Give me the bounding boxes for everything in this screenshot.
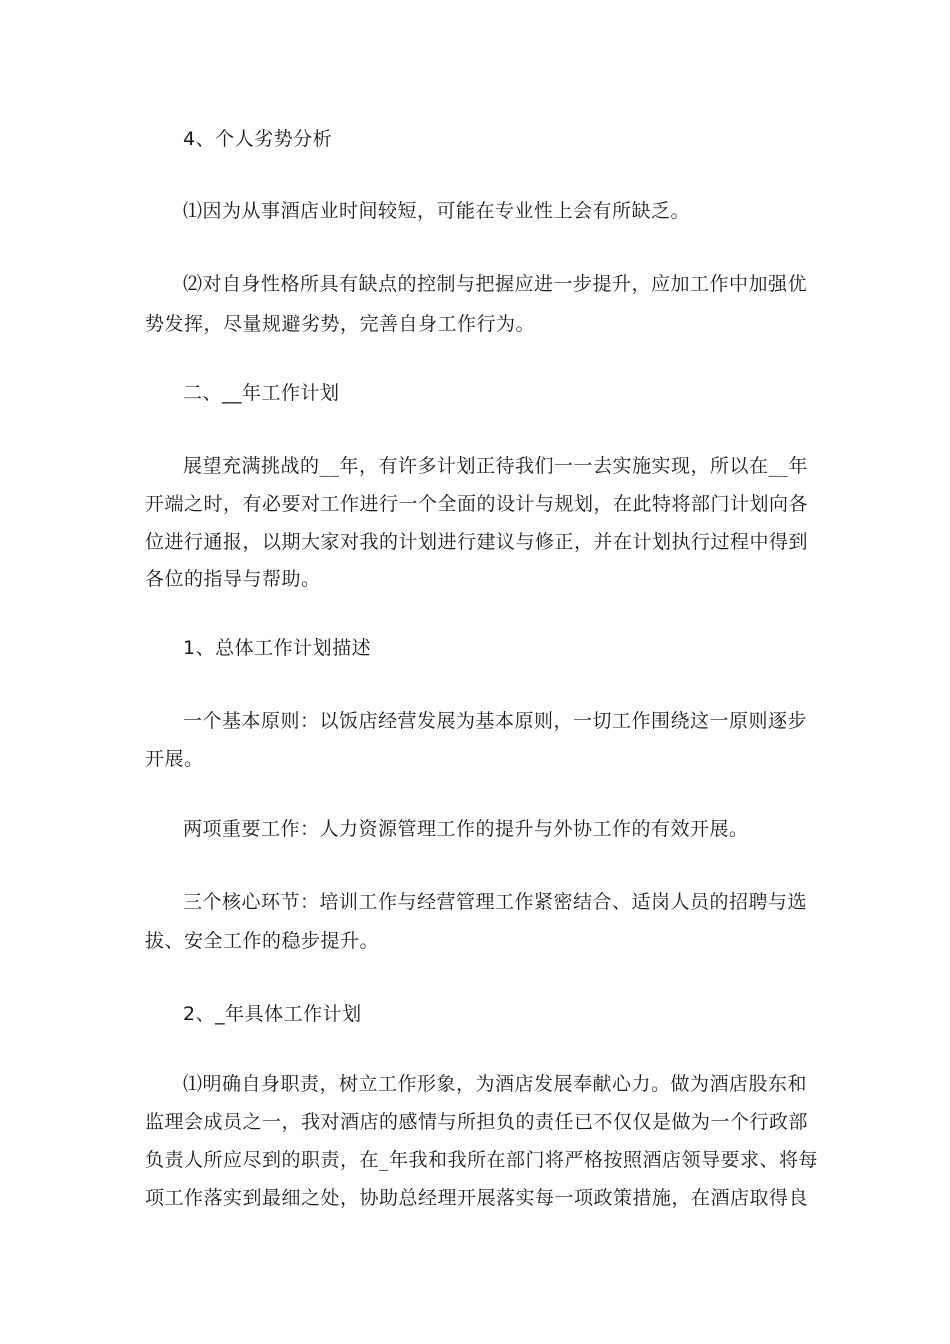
- paragraph-line: 一个基本原则：以饭店经营发展为基本原则，一切工作围绕这一原则逐步: [183, 710, 808, 732]
- paragraph-line: 监理会成员之一，我对酒店的感情与所担负的责任已不仅仅是做为一个行政部: [145, 1111, 809, 1133]
- paragraph-line: 开展。: [145, 748, 204, 770]
- section-heading-work-plan: 二、__年工作计划: [183, 382, 340, 404]
- section-heading-specific-plan: 2、_年具体工作计划: [183, 1003, 362, 1025]
- paragraph-line: 展望充满挑战的__年，有许多计划正待我们一一去实施实现，所以在__年: [183, 455, 809, 477]
- paragraph-line: 势发挥，尽量规避劣势，完善自身工作行为。: [145, 313, 536, 335]
- paragraph-line: 位进行通报，以期大家对我的计划进行建议与修正，并在计划执行过程中得到: [145, 531, 809, 553]
- paragraph-line: 开端之时，有必要对工作进行一个全面的设计与规划，在此特将部门计划向各: [145, 493, 809, 515]
- section-heading-overall-plan: 1、总体工作计划描述: [183, 637, 372, 659]
- paragraph-line: 拔、安全工作的稳步提升。: [145, 930, 380, 952]
- paragraph-line: 负责人所应尽到的职责，在_年我和我所在部门将严格按照酒店领导要求、将每: [145, 1149, 819, 1171]
- paragraph-line: 三个核心环节：培训工作与经营管理工作紧密结合、适岗人员的招聘与选: [183, 891, 808, 913]
- section-heading-weakness: 4、个人劣势分析: [183, 128, 333, 150]
- paragraph-line: 项工作落实到最细之处，协助总经理开展落实每一项政策措施，在酒店取得良: [145, 1187, 809, 1209]
- paragraph-line: 两项重要工作：人力资源管理工作的提升与外协工作的有效开展。: [183, 818, 749, 840]
- paragraph-line: ⑵对自身性格所具有缺点的控制与把握应进一步提升，应加工作中加强优: [183, 273, 808, 295]
- paragraph-line: ⑴因为从事酒店业时间较短，可能在专业性上会有所缺乏。: [183, 200, 691, 222]
- paragraph-line: 各位的指导与帮助。: [145, 568, 321, 590]
- paragraph-line: ⑴明确自身职责，树立工作形象，为酒店发展奉献心力。做为酒店股东和: [183, 1073, 808, 1095]
